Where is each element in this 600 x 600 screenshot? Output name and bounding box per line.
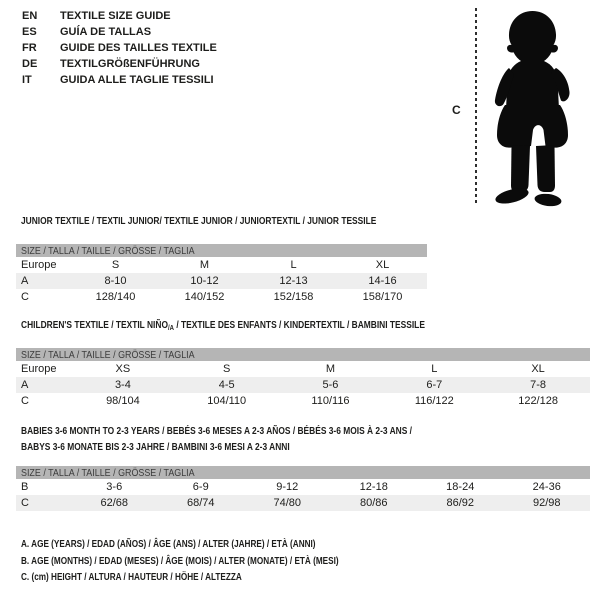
table-cell: 3-6	[106, 481, 123, 493]
table-row	[16, 257, 427, 273]
table-cell: 152/158	[273, 291, 314, 303]
table-cell: 10-12	[190, 275, 219, 287]
footnote-age-months: B. AGE (MONTHS) / EDAD (MESES) / ÂGE (MOIS) / ALTER (MONATE) / ETÀ (MESI)	[21, 554, 339, 567]
row-label: C	[21, 291, 29, 303]
size-header-label: SIZE / TALLA / TAILLE / GRÖSSE / TAGLIA	[21, 348, 195, 361]
row-label: A	[21, 275, 29, 287]
table-cell: 4-5	[218, 379, 235, 391]
legend-footnotes	[21, 538, 428, 588]
table-row	[16, 289, 427, 305]
table-cell: 5-6	[322, 379, 339, 391]
babies-size-table	[16, 466, 590, 511]
babies-title-line2: BABYS 3-6 MONATE BIS 2-3 JAHRE / BAMBINI 3-6 MESI A 2-3 ANNI	[21, 441, 290, 453]
table-cell: XS	[115, 363, 131, 375]
row-label: C	[21, 497, 29, 509]
language-row-es	[22, 24, 217, 40]
babies-title-line1: BABIES 3-6 MONTH TO 2-3 YEARS / BEBÉS 3-6 MESES A 2-3 AÑOS / BÉBÉS 3-6 MOIS À 2-3 ANS /	[21, 425, 413, 437]
baby-silhouette-icon	[485, 8, 580, 208]
guide-title: TEXTILE SIZE GUIDE	[60, 10, 171, 22]
language-row-it	[22, 72, 217, 88]
row-label: B	[21, 481, 29, 493]
language-row-de	[22, 56, 217, 72]
table-cell: 128/140	[95, 291, 136, 303]
table-row	[16, 377, 590, 393]
table-cell: 104/110	[207, 395, 247, 407]
height-measure-dashed-line	[475, 8, 477, 206]
table-cell: 86/92	[446, 497, 475, 509]
children-size-table	[16, 348, 590, 409]
language-code: FR	[22, 42, 37, 54]
table-cell: M	[199, 259, 210, 271]
table-cell: S	[111, 259, 120, 271]
junior-section-title: JUNIOR TEXTILE / TEXTIL JUNIOR/ TEXTILE JUNIOR / JUNIORTEXTIL / JUNIOR TESSILE	[21, 215, 377, 227]
children-title-pre: CHILDREN'S TEXTILE / TEXTIL NIÑO	[21, 319, 168, 331]
table-cell: 18-24	[446, 481, 475, 493]
language-code: IT	[22, 74, 32, 86]
table-cell: 74/80	[273, 497, 302, 509]
babies-table-rows	[16, 479, 590, 511]
children-title-subscript: /A	[167, 323, 174, 332]
size-header-bar	[16, 466, 590, 479]
size-header-label: SIZE / TALLA / TAILLE / GRÖSSE / TAGLIA	[21, 244, 195, 257]
footnote-age-years: A. AGE (YEARS) / EDAD (AÑOS) / ÂGE (ANS) / ALTER (JAHRE) / ETÀ (ANNI)	[21, 538, 316, 550]
junior-size-table	[16, 244, 427, 305]
table-cell: 12-18	[359, 481, 388, 493]
table-cell: 12-13	[279, 275, 308, 287]
table-row	[16, 479, 590, 495]
language-row-fr	[22, 40, 217, 56]
language-title-list	[22, 8, 217, 88]
junior-table-rows	[16, 257, 427, 305]
size-header-label: SIZE / TALLA / TAILLE / GRÖSSE / TAGLIA	[21, 466, 195, 479]
table-cell: 158/170	[362, 291, 403, 303]
guide-title: GUIDA ALLE TAGLIE TESSILI	[60, 74, 214, 86]
table-cell: M	[325, 363, 336, 375]
children-title-post: / TEXTILE DES ENFANTS / KINDERTEXTIL / BAMBINI TESSILE	[173, 319, 425, 331]
footnote-height-cm: C. (cm) HEIGHT / ALTURA / HAUTEUR / HÖHE / ALTEZZA	[21, 571, 242, 583]
children-table-rows	[16, 361, 590, 409]
table-cell: 7-8	[530, 379, 547, 391]
children-section-title	[21, 319, 425, 332]
table-row	[16, 393, 590, 409]
table-cell: 98/104	[106, 395, 140, 407]
language-row-en	[22, 8, 217, 24]
table-cell: XL	[375, 259, 390, 271]
table-cell: 8-10	[104, 275, 127, 287]
table-cell: 24-36	[532, 481, 561, 493]
table-cell: 14-16	[368, 275, 397, 287]
table-cell: XL	[531, 363, 545, 375]
table-cell: 110/116	[311, 395, 350, 407]
table-cell: 9-12	[276, 481, 299, 493]
table-row	[16, 495, 590, 511]
height-measure-label: C	[452, 103, 461, 117]
row-label: Europe	[21, 363, 57, 375]
row-label: A	[21, 379, 29, 391]
table-row	[16, 361, 590, 377]
table-cell: 62/68	[100, 497, 129, 509]
language-code: DE	[22, 58, 38, 70]
row-label: C	[21, 395, 29, 407]
guide-title: GUÍA DE TALLAS	[60, 26, 152, 38]
table-cell: 116/122	[414, 395, 454, 407]
table-row	[16, 273, 427, 289]
table-cell: 122/128	[518, 395, 558, 407]
guide-title: TEXTILGRÖßENFÜHRUNG	[60, 58, 200, 70]
size-header-bar	[16, 244, 427, 257]
language-code: EN	[22, 10, 38, 22]
guide-title: GUIDE DES TAILLES TEXTILE	[60, 42, 217, 54]
table-cell: 6-9	[192, 481, 209, 493]
table-cell: 140/152	[184, 291, 225, 303]
size-header-bar	[16, 348, 590, 361]
table-cell: 6-7	[426, 379, 443, 391]
table-cell: 80/86	[359, 497, 388, 509]
babies-section-title	[21, 423, 412, 455]
table-cell: L	[431, 363, 438, 375]
table-cell: 3-4	[114, 379, 131, 391]
table-cell: 92/98	[532, 497, 561, 509]
table-cell: S	[223, 363, 231, 375]
language-code: ES	[22, 26, 37, 38]
table-cell: L	[290, 259, 297, 271]
row-label: Europe	[21, 259, 57, 271]
table-cell: 68/74	[186, 497, 215, 509]
